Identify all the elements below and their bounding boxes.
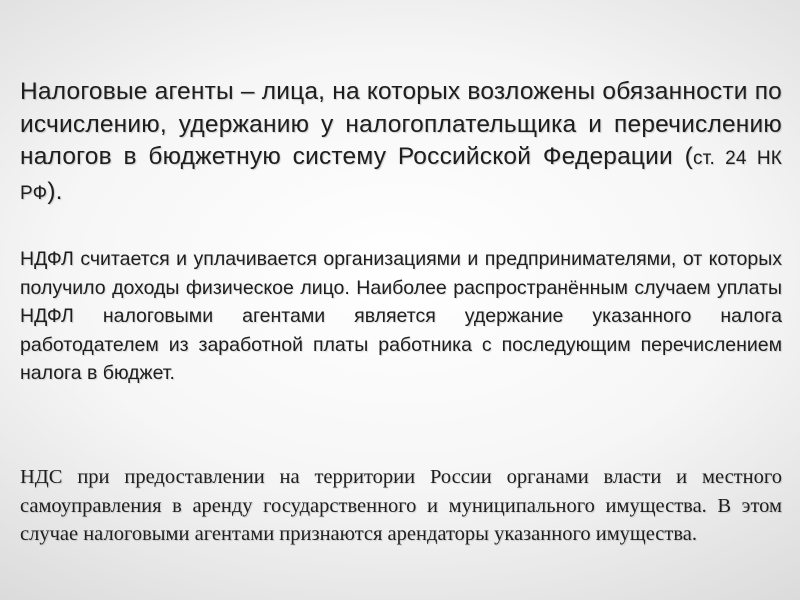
article-reference: ст. 24 НК РФ xyxy=(20,148,783,204)
tax-agent-definition xyxy=(20,76,782,210)
definition-closing: ). xyxy=(47,177,63,205)
slide-content xyxy=(20,0,782,600)
definition-text: Налоговые агенты – лица, на которых возложены обязанности по исчислению, удержанию у налогоплательщика и перечислению налогов в бюджетную систему Российской Федерации ( xyxy=(20,78,782,170)
nds-paragraph: НДС при предоставлении на территории России органами власти и местного самоуправления в аренду государственного и муниципального имущества. В этом случае налоговыми агентами признаются арендаторы указанного имущества. xyxy=(20,466,782,545)
ndfl-paragraph: НДФЛ считается и уплачивается организациями и предпринимателями, от которых получило доходы физическое лицо. Наиболее распространённым случаем уплаты НДФЛ налоговыми агентами является удержание указанного налога работодателем из заработной платы работника с последующим перечислением налога в бюджет. xyxy=(20,248,782,384)
